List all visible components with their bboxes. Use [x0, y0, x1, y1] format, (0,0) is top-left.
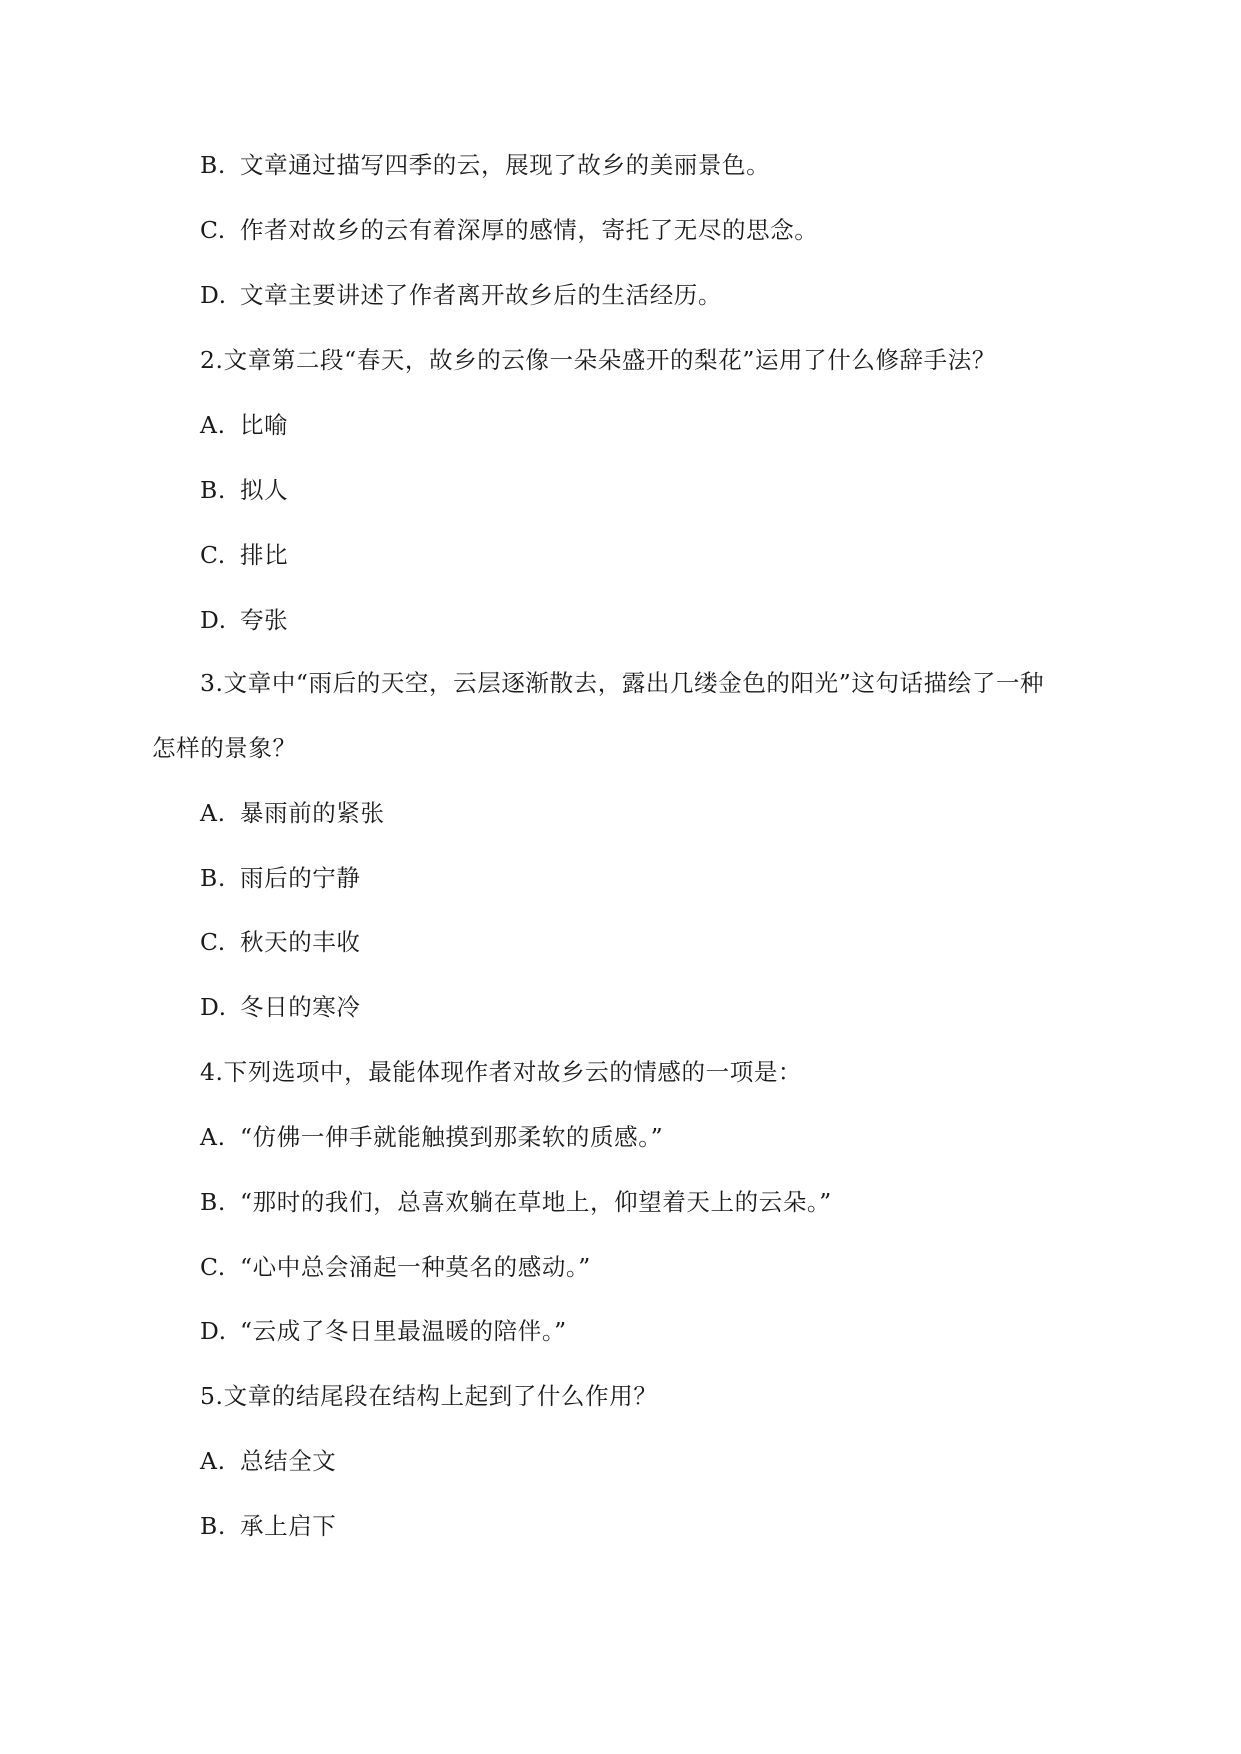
- option-text: 秋天的丰收: [240, 928, 361, 956]
- option-label: D.: [200, 1317, 227, 1345]
- option-label: A.: [200, 411, 226, 439]
- option-label: B.: [200, 1512, 226, 1540]
- option-label: C.: [200, 216, 226, 244]
- q1-option-c: [200, 215, 818, 245]
- option-label: C.: [200, 928, 226, 956]
- option-label: A.: [200, 1447, 226, 1475]
- option-label: B.: [200, 864, 226, 892]
- question-3-stem-line1: 3.文章中“雨后的天空，云层逐渐散去，露出几缕金色的阳光”这句话描绘了一种: [200, 669, 1045, 697]
- option-text: “那时的我们，总喜欢躺在草地上，仰望着天上的云朵。”: [240, 1188, 832, 1216]
- q2-option-a: [200, 410, 288, 440]
- option-label: A.: [200, 799, 226, 827]
- option-text: 暴雨前的紧张: [240, 799, 385, 827]
- option-label: B.: [200, 1188, 226, 1216]
- q5-option-b: [200, 1511, 336, 1541]
- option-label: A.: [200, 1123, 226, 1151]
- option-label: B.: [200, 476, 226, 504]
- q2-option-d: [200, 605, 288, 635]
- question-2-stem: 2.文章第二段“春天，故乡的云像一朵朵盛开的梨花”运用了什么修辞手法？: [200, 346, 996, 374]
- option-label: D.: [200, 281, 227, 309]
- option-label: C.: [200, 541, 226, 569]
- option-text: 排比: [240, 541, 289, 569]
- q4-option-c: [200, 1252, 591, 1282]
- option-text: “仿佛一伸手就能触摸到那柔软的质感。”: [240, 1123, 664, 1151]
- option-label: D.: [200, 993, 227, 1021]
- option-text: “心中总会涌起一种莫名的感动。”: [240, 1253, 591, 1281]
- option-text: 文章通过描写四季的云，展现了故乡的美丽景色。: [240, 151, 771, 179]
- q4-option-b: [200, 1187, 832, 1217]
- option-text: 比喻: [240, 411, 289, 439]
- question-3-stem-line2: 怎样的景象？: [152, 734, 297, 762]
- option-text: 拟人: [240, 476, 289, 504]
- q3-option-a: [200, 798, 385, 828]
- q1-option-d: [200, 280, 722, 310]
- q3-option-b: [200, 863, 361, 893]
- q1-option-b: [200, 150, 770, 180]
- option-label: B.: [200, 151, 226, 179]
- option-text: 夸张: [240, 606, 289, 634]
- q4-option-d: [200, 1316, 567, 1346]
- q5-option-a: [200, 1446, 336, 1476]
- option-text: 总结全文: [240, 1447, 337, 1475]
- q2-option-c: [200, 540, 288, 570]
- option-text: 文章主要讲述了作者离开故乡后的生活经历。: [240, 281, 722, 309]
- option-label: C.: [200, 1253, 226, 1281]
- option-text: 冬日的寒冷: [240, 993, 361, 1021]
- q3-option-d: [200, 992, 361, 1022]
- option-text: 作者对故乡的云有着深厚的感情，寄托了无尽的思念。: [240, 216, 819, 244]
- q2-option-b: [200, 475, 288, 505]
- option-text: 雨后的宁静: [240, 864, 361, 892]
- option-label: D.: [200, 606, 227, 634]
- question-5-stem: 5.文章的结尾段在结构上起到了什么作用？: [200, 1382, 658, 1410]
- option-text: 承上启下: [240, 1512, 337, 1540]
- q3-option-c: [200, 927, 361, 957]
- option-text: “云成了冬日里最温暖的陪伴。”: [240, 1317, 567, 1345]
- q4-option-a: [200, 1122, 663, 1152]
- question-4-stem: 4.下列选项中，最能体现作者对故乡云的情感的一项是：: [200, 1058, 803, 1086]
